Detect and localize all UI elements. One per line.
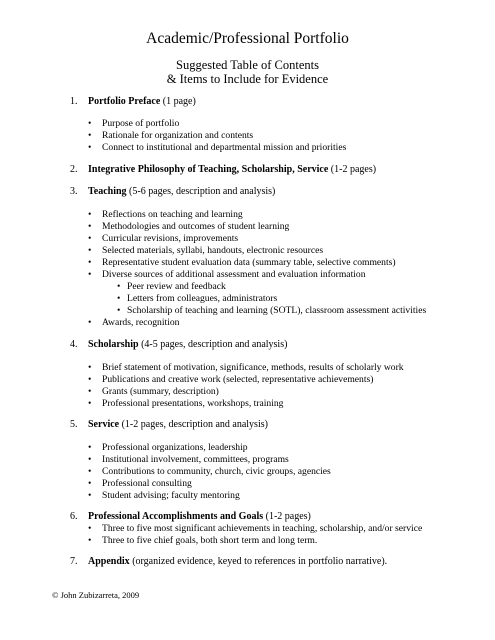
bullet-icon: • <box>88 454 92 465</box>
document-title: Academic/Professional Portfolio <box>146 30 349 47</box>
section-title: Teaching <box>88 186 127 197</box>
bullet-icon: • <box>88 374 92 385</box>
section-title: Professional Accomplishments and Goals <box>88 511 264 522</box>
section-number: 1. <box>70 96 78 107</box>
section-number: 4. <box>70 339 78 350</box>
section-heading-4 <box>70 339 287 351</box>
section-note: (1-2 pages) <box>330 164 377 175</box>
subtitle-line-1: Suggested Table of Contents <box>176 58 319 72</box>
section-note: (1-2 pages) <box>265 511 311 522</box>
bullet-icon: • <box>88 362 92 373</box>
section-number: 6. <box>70 511 78 522</box>
bullet-icon: • <box>88 478 92 489</box>
section-heading-3 <box>70 186 275 198</box>
section-note: (1 page) <box>162 96 196 107</box>
section-number: 2. <box>70 164 78 175</box>
bullet-icon: • <box>88 257 92 268</box>
section-heading-5 <box>70 419 268 431</box>
bullet-icon: • <box>88 221 92 232</box>
bullet-icon: • <box>88 245 92 256</box>
bullet-icon: • <box>88 269 92 280</box>
small-bullet-icon: • <box>117 281 121 292</box>
bullet-icon: • <box>88 490 92 501</box>
section-heading-2 <box>70 164 376 176</box>
section-note: (5-6 pages, description and analysis) <box>129 186 276 197</box>
section-note: (1-2 pages, description and analysis) <box>121 419 268 430</box>
small-bullet-icon: • <box>117 293 121 304</box>
small-bullet-icon: • <box>117 305 121 316</box>
section-heading-7 <box>70 556 387 568</box>
subtitle-line-2: & Items to Include for Evidence <box>166 72 329 86</box>
bullet-icon: • <box>88 118 92 129</box>
section-number: 7. <box>70 556 78 567</box>
bullet-icon: • <box>88 130 92 141</box>
copyright-footer: © John Zubizarreta, 2009 <box>52 590 140 600</box>
section-note: (organized evidence, keyed to references in portfolio narrative). <box>132 556 388 567</box>
bullet-icon: • <box>88 233 92 244</box>
bullet-icon: • <box>88 442 92 453</box>
section-heading-1 <box>70 96 196 108</box>
bullet-icon: • <box>88 386 92 397</box>
section-title: Scholarship <box>88 339 139 350</box>
bullet-icon: • <box>88 398 92 409</box>
bullet-icon: • <box>88 466 92 477</box>
bullet-icon: • <box>88 142 92 153</box>
section-title: Service <box>88 419 120 430</box>
section-title: Integrative Philosophy of Teaching, Scholarship, Service <box>88 164 329 175</box>
bullet-icon: • <box>88 317 92 328</box>
section-title: Portfolio Preface <box>88 96 161 107</box>
section-title: Appendix <box>88 556 130 567</box>
section-heading-6 <box>70 511 311 523</box>
section-number: 3. <box>70 186 78 197</box>
bullet-icon: • <box>88 523 92 534</box>
section-number: 5. <box>70 419 78 430</box>
document-page: Academic/Professional Portfolio Suggested Table of Contents & Items to Include for Evidence 1. Portfolio Preface (1 page) • Purpose of portfolio • Rationale for organization and contents • Connect to institutional and departmental mission and priorities 2. Integrative Philosophy of Teaching, Scholarship, Service (1-2 pages) 3. Teaching (5-6 pages, description and analysis) • Reflections on teaching and learning • Methodologies and outcomes of student learning • Curricular revisions, improvements • Selected materials, syllabi, handouts, electronic resources • Representative student evaluation data (summary table, selective comments) • Diverse sources of additional assessment and evaluation information • Peer review and feedback • Letters from colleagues, administrators • Scholarship of teaching and learning (SOTL), classroom assessment activities • Awards, recognition 4. Scholarship (4-5 pages, description and analysis) • Brief statement of motivation, significance, methods, results of scholarly work • Publications and creative work (selected, representative achievements) • Grants (summary, description) • Professional presentations, workshops, training 5. Service (1-2 pages, description and analysis) • Professional organizations, leadership • Institutional involvement, committees, programs • Contributions to community, church, civic groups, agencies • Professional consulting • Student advising; faculty mentoring 6. Professional Accomplishments and Goals (1-2 pages) • Three to five most significant achievements in teaching, scholarship, and/or service • Three to five chief goals, both short term and long term. 7. Appendix (organized evidence, keyed to references in portfolio narrative). © John Zubizarreta, 2009 <box>0 0 495 640</box>
section-note: (4-5 pages, description and analysis) <box>141 339 288 350</box>
bullet-icon: • <box>88 535 92 546</box>
bullet-icon: • <box>88 209 92 220</box>
